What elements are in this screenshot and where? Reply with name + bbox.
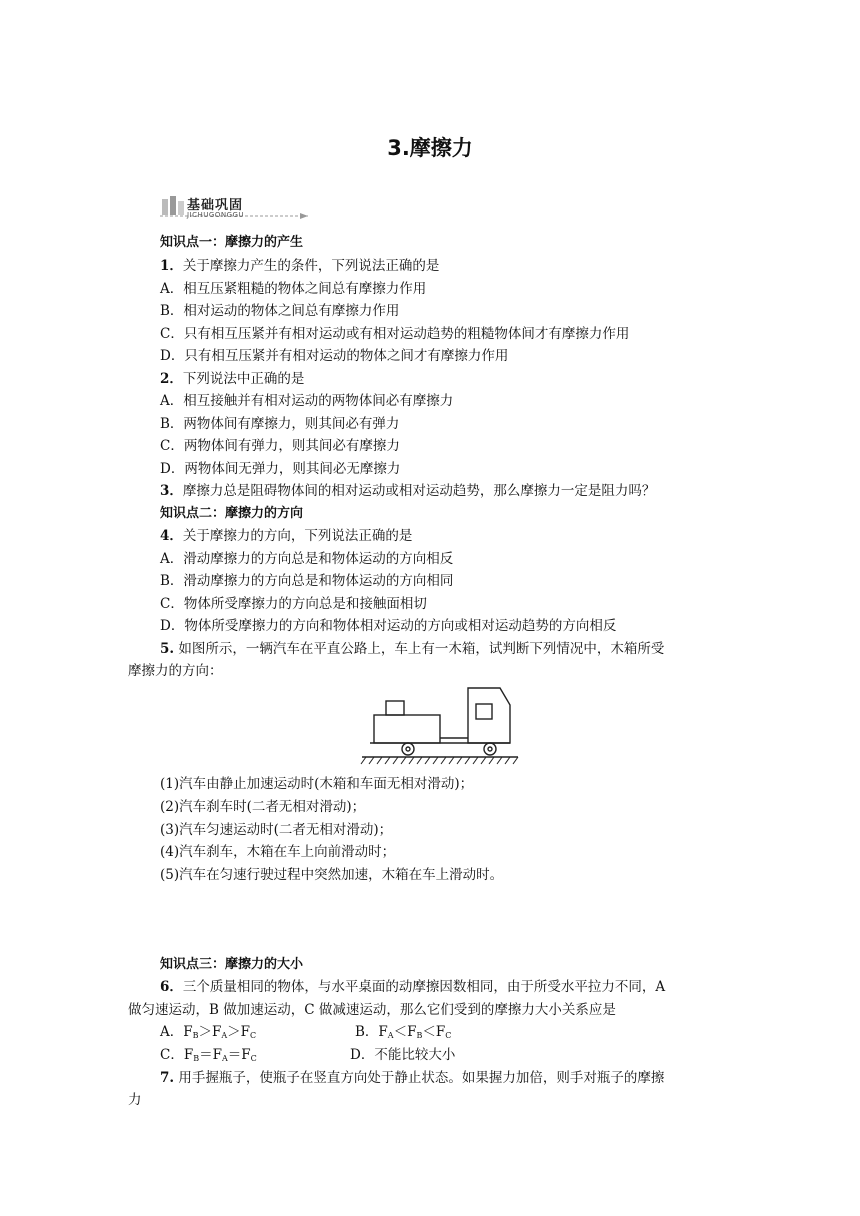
q5-item-3: (3)汽车匀速运动时(二者无相对滑动)； (160, 822, 393, 838)
q4-option-c: C．物体所受摩擦力的方向总是和接触面相切 (160, 596, 427, 612)
q2-option-c: C．两物体间有弹力，则其间必有摩擦力 (160, 438, 400, 454)
q4-number: 4． (160, 528, 183, 544)
q1-option-b: B．相对运动的物体之间总有摩擦力作用 (160, 303, 400, 319)
q6-option-b: B．$F_A<F_B<F_C$ (355, 1024, 452, 1040)
question-6 (160, 978, 665, 996)
truck-diagram (360, 683, 520, 773)
question-7 (160, 1069, 664, 1087)
q1-stem: 关于摩擦力产生的条件，下列说法正确的是 (182, 258, 440, 274)
q2-option-d: D．两物体间无弹力，则其间必无摩擦力 (160, 461, 401, 477)
q6-number: 6． (160, 979, 183, 995)
q6-option-c: C．$F_B=F_A=F_C$ (160, 1047, 257, 1063)
q2-number: 2． (160, 371, 183, 387)
q1-number: 1． (160, 258, 183, 274)
q4-option-b: B．滑动摩擦力的方向总是和物体运动的方向相同 (160, 573, 454, 589)
badge-title: 基础巩固 (187, 198, 244, 213)
question-1 (160, 257, 439, 275)
q2-option-a: A．相互接触并有相对运动的两物体间必有摩擦力 (160, 393, 454, 409)
section-badge (160, 193, 310, 223)
rear-wheel (402, 743, 414, 755)
q7-number: 7. (160, 1070, 175, 1086)
q3-number: 3． (160, 483, 183, 499)
section-heading-1: 知识点一：摩擦力的产生 (160, 235, 304, 250)
section-heading-3: 知识点三：摩擦力的大小 (160, 957, 304, 972)
q6-line1: 三个质量相同的物体，与水平桌面的动摩擦因数相同，由于所受水平拉力不同，A (182, 979, 666, 995)
q4-option-d: D．物体所受摩擦力的方向和物体相对运动的方向或相对运动趋势的方向相反 (160, 618, 617, 634)
q5-line1: 如图所示，一辆汽车在平直公路上，车上有一木箱，试判断下列情况中，木箱所受 (178, 641, 665, 657)
question-4 (160, 527, 412, 545)
question-3 (160, 482, 655, 500)
q4-stem: 关于摩擦力的方向，下列说法正确的是 (182, 528, 413, 544)
question-5 (160, 640, 664, 658)
q1-option-a: A．相互压紧粗糙的物体之间总有摩擦力作用 (160, 281, 427, 297)
q1-option-d: D．只有相互压紧并有相对运动的物体之间才有摩擦力作用 (160, 348, 509, 364)
q4-option-a: A．滑动摩擦力的方向总是和物体运动的方向相反 (160, 551, 454, 567)
front-wheel (484, 743, 496, 755)
q5-item-1: (1)汽车由静止加速运动时(木箱和车面无相对滑动)； (160, 776, 474, 792)
q7-line2: 力 (128, 1092, 142, 1108)
badge-subtitle: JICHUGONGGU (187, 211, 245, 219)
q6-line2: 做匀速运动，B 做加速运动，C 做减速运动，那么它们受到的摩擦力大小关系应是 (128, 1002, 616, 1018)
q5-item-5: (5)汽车在匀速行驶过程中突然加速，木箱在车上滑动时。 (160, 867, 504, 883)
q1-option-c: C．只有相互压紧并有相对运动或有相对运动趋势的粗糙物体间才有摩擦力作用 (160, 326, 630, 342)
page-title: 3.摩擦力 (387, 136, 473, 160)
q6-option-a: A．$F_B>F_A>F_C$ (160, 1024, 257, 1040)
q7-line1: 用手握瓶子，使瓶子在竖直方向处于静止状态。如果握力加倍，则手对瓶子的摩擦 (178, 1070, 665, 1086)
q5-item-4: (4)汽车刹车，木箱在车上向前滑动时； (160, 844, 396, 860)
section-heading-2: 知识点二：摩擦力的方向 (160, 506, 304, 521)
q2-stem: 下列说法中正确的是 (182, 371, 305, 387)
q5-item-2: (2)汽车刹车时(二者无相对滑动)； (160, 799, 366, 815)
q5-number: 5. (160, 641, 175, 657)
truck-cab (468, 688, 510, 743)
q5-line2: 摩擦力的方向： (128, 663, 223, 679)
wooden-box (374, 715, 440, 743)
q3-stem: 摩擦力总是阻碍物体间的相对运动或相对运动趋势，那么摩擦力一定是阻力吗？ (182, 483, 656, 499)
wooden-box-top (386, 701, 404, 715)
q2-option-b: B．两物体间有摩擦力，则其间必有弹力 (160, 416, 400, 432)
question-2 (160, 370, 304, 388)
q6-option-d: D．不能比较大小 (350, 1047, 456, 1063)
